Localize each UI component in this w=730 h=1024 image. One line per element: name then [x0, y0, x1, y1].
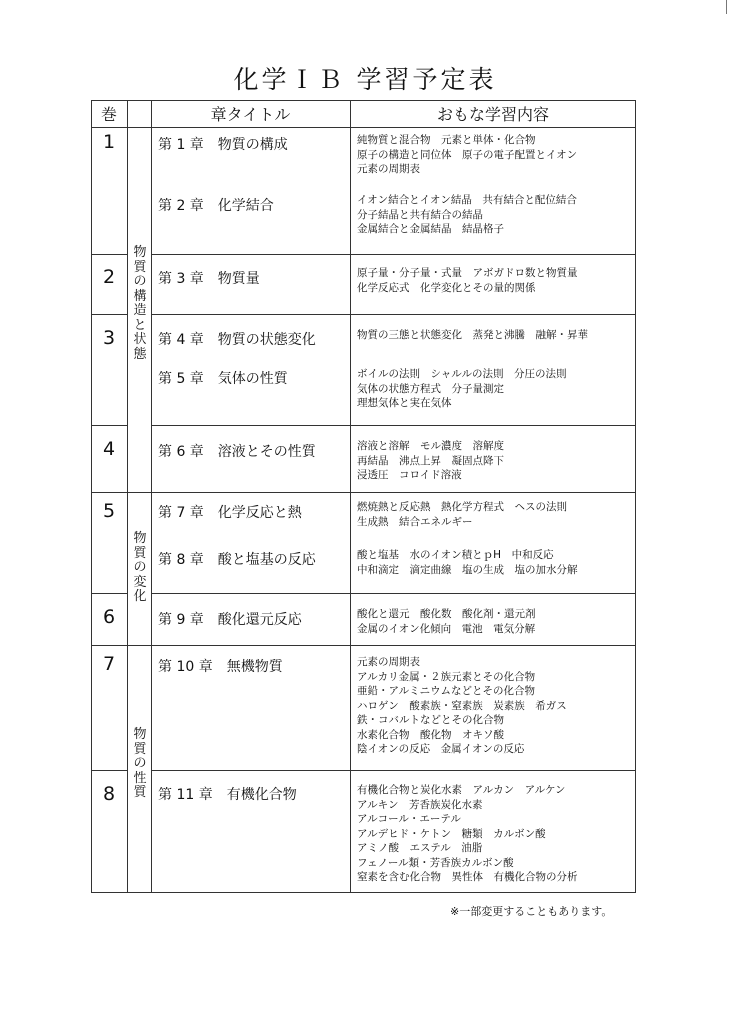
chapter-title: 第 5 章 気体の性質 — [158, 371, 288, 387]
theme-char: 物 — [133, 531, 147, 546]
volume-number: 3 — [102, 327, 116, 349]
chapter-content — [357, 367, 567, 411]
chapter-content — [357, 266, 578, 295]
content-line: 溶液と溶解 モル濃度 溶解度 — [357, 440, 504, 452]
theme-char: 物 — [133, 245, 147, 260]
volume-number: 2 — [102, 266, 116, 288]
theme-char: 変 — [133, 574, 147, 590]
content-line: 酸化と還元 酸化数 酸化剤・還元剤 — [357, 608, 536, 620]
row-divider-2 — [91, 314, 127, 315]
chapter-title: 第 7 章 化学反応と熱 — [158, 505, 302, 521]
theme-char: 質 — [133, 785, 147, 800]
theme-properties — [129, 728, 151, 801]
content-line: 金属のイオン化傾向 電池 電気分解 — [357, 622, 536, 635]
content-line: 生成熱 結合エネルギー — [357, 515, 473, 528]
theme-char: 状 — [133, 332, 147, 347]
content-line: 窒素を含む化合物 異性体 有機化合物の分析 — [357, 871, 578, 883]
content-line: 理想気体と実在気体 — [357, 397, 452, 409]
content-line: 原子量・分子量・式量 アボガドロ数と物質量 — [357, 267, 578, 279]
content-line: 有機化合物と炭化水素 アルカン アルケン — [357, 784, 566, 796]
chapter-title: 第 4 章 物質の状態変化 — [158, 332, 316, 348]
chapter-title: 第 9 章 酸化還元反応 — [158, 612, 302, 628]
chapter-title: 第 3 章 物質量 — [158, 271, 260, 287]
chapter-title: 第 11 章 有機化合物 — [158, 787, 297, 803]
content-line: 燃焼熱と反応熱 熱化学方程式 ヘスの法則 — [357, 501, 567, 513]
content-line: アルコール・エーテル — [357, 813, 461, 825]
row-divider-3b — [151, 425, 636, 426]
row-divider-4 — [91, 492, 636, 493]
header-volume: 巻 — [100, 105, 117, 124]
content-line: 陰イオンの反応 金属イオンの反応 — [357, 743, 525, 755]
row-divider-7 — [91, 770, 127, 771]
theme-char: の — [133, 274, 147, 289]
content-line: 分子結晶と共有結合の結晶 — [357, 208, 483, 221]
content-line: アルデヒド・ケトン 糖類 カルボン酸 — [357, 827, 546, 840]
content-line: 浸透圧 コロイド溶液 — [357, 469, 462, 481]
theme-char: 構 — [133, 288, 147, 304]
content-line: 亜鉛・アルミニウムなどとその化合物 — [357, 685, 535, 697]
theme-char: 性 — [133, 770, 147, 786]
content-line: 純物質と混合物 元素と単体・化合物 — [357, 134, 536, 146]
col-divider-theme — [151, 100, 152, 893]
content-line: アルキン 芳香族炭化水素 — [357, 798, 483, 811]
content-line: 水素化合物 酸化物 オキソ酸 — [357, 728, 504, 741]
header-chapter: 章タイトル — [210, 105, 291, 124]
theme-char: 態 — [133, 346, 147, 362]
content-line: 元素の周期表 — [357, 656, 420, 668]
chapter-title: 第 2 章 化学結合 — [158, 198, 274, 214]
theme-char: 質 — [133, 545, 147, 561]
chapter-content — [357, 548, 578, 577]
content-line: フェノール類・芳香族カルボン酸 — [357, 856, 514, 869]
header-content: おもな学習内容 — [436, 105, 549, 124]
content-line: ボイルの法則 シャルルの法則 分圧の法則 — [357, 368, 567, 380]
row-divider-2b — [151, 314, 636, 315]
volume-number: 5 — [102, 500, 116, 522]
row-divider-5b — [151, 593, 636, 594]
theme-char: 造 — [133, 303, 147, 318]
row-divider-6 — [91, 645, 636, 646]
row-divider-1 — [91, 254, 127, 255]
chapter-content — [357, 655, 567, 757]
content-line: 再結晶 沸点上昇 凝固点降下 — [357, 454, 504, 467]
chapter-title: 第 6 章 溶液とその性質 — [158, 444, 316, 460]
content-line: 酸と塩基 水のイオン積とｐH 中和反応 — [357, 549, 554, 561]
chapter-title: 第 8 章 酸と塩基の反応 — [158, 552, 316, 568]
volume-number: 8 — [102, 783, 116, 805]
content-line: 金属結合と金属結晶 結晶格子 — [357, 223, 504, 235]
content-line: アミノ酸 エステル 油脂 — [357, 842, 483, 854]
volume-number: 6 — [102, 606, 116, 628]
content-line: ハロゲン 酸素族・窒素族 炭素族 希ガス — [357, 699, 567, 712]
footnote: ※一部変更することもあります。 — [450, 905, 613, 918]
corner-mark — [726, 0, 727, 14]
content-line: アルカリ金属・２族元素とその化合物 — [357, 670, 536, 683]
content-line: 物質の三態と状態変化 蒸発と沸騰 融解・昇華 — [357, 329, 588, 341]
theme-char: と — [133, 317, 147, 333]
volume-number: 7 — [102, 653, 116, 675]
content-line: 化学反応式 化学変化とその量的関係 — [357, 281, 536, 294]
chapter-title: 第 10 章 無機物質 — [158, 659, 283, 675]
row-divider-1b — [151, 254, 636, 255]
page-title: 化学ＩＢ 学習予定表 — [233, 65, 497, 94]
chapter-content — [357, 607, 536, 636]
chapter-title: 第 1 章 物質の構成 — [158, 137, 288, 153]
theme-char: 質 — [133, 741, 147, 757]
content-line: 中和滴定 滴定曲線 塩の生成 塩の加水分解 — [357, 563, 578, 576]
theme-change — [129, 532, 151, 605]
theme-char: の — [133, 560, 147, 575]
theme-char: の — [133, 756, 147, 771]
volume-number: 4 — [102, 438, 116, 460]
chapter-content — [357, 133, 577, 177]
chapter-content — [357, 439, 504, 483]
content-line: イオン結合とイオン結晶 共有結合と配位結合 — [357, 194, 577, 206]
chapter-content — [357, 783, 578, 885]
theme-char: 質 — [133, 259, 147, 275]
theme-char: 化 — [133, 589, 147, 604]
theme-structure-state — [129, 246, 151, 362]
theme-char: 物 — [133, 727, 147, 742]
row-divider-3 — [91, 425, 127, 426]
content-line: 気体の状態方程式 分子量測定 — [357, 382, 504, 395]
chapter-content — [357, 500, 567, 529]
content-line: 鉄・コバルトなどとその化合物 — [357, 714, 504, 726]
content-line: 原子の構造と同位体 原子の電子配置とイオン — [357, 148, 578, 161]
row-divider-5 — [91, 593, 127, 594]
chapter-content — [357, 193, 577, 237]
row-divider-7b — [151, 770, 636, 771]
volume-number: 1 — [102, 131, 116, 153]
col-divider-volume — [127, 100, 128, 893]
content-line: 元素の周期表 — [357, 163, 420, 175]
chapter-content — [357, 328, 588, 343]
col-divider-chapter — [350, 100, 351, 893]
